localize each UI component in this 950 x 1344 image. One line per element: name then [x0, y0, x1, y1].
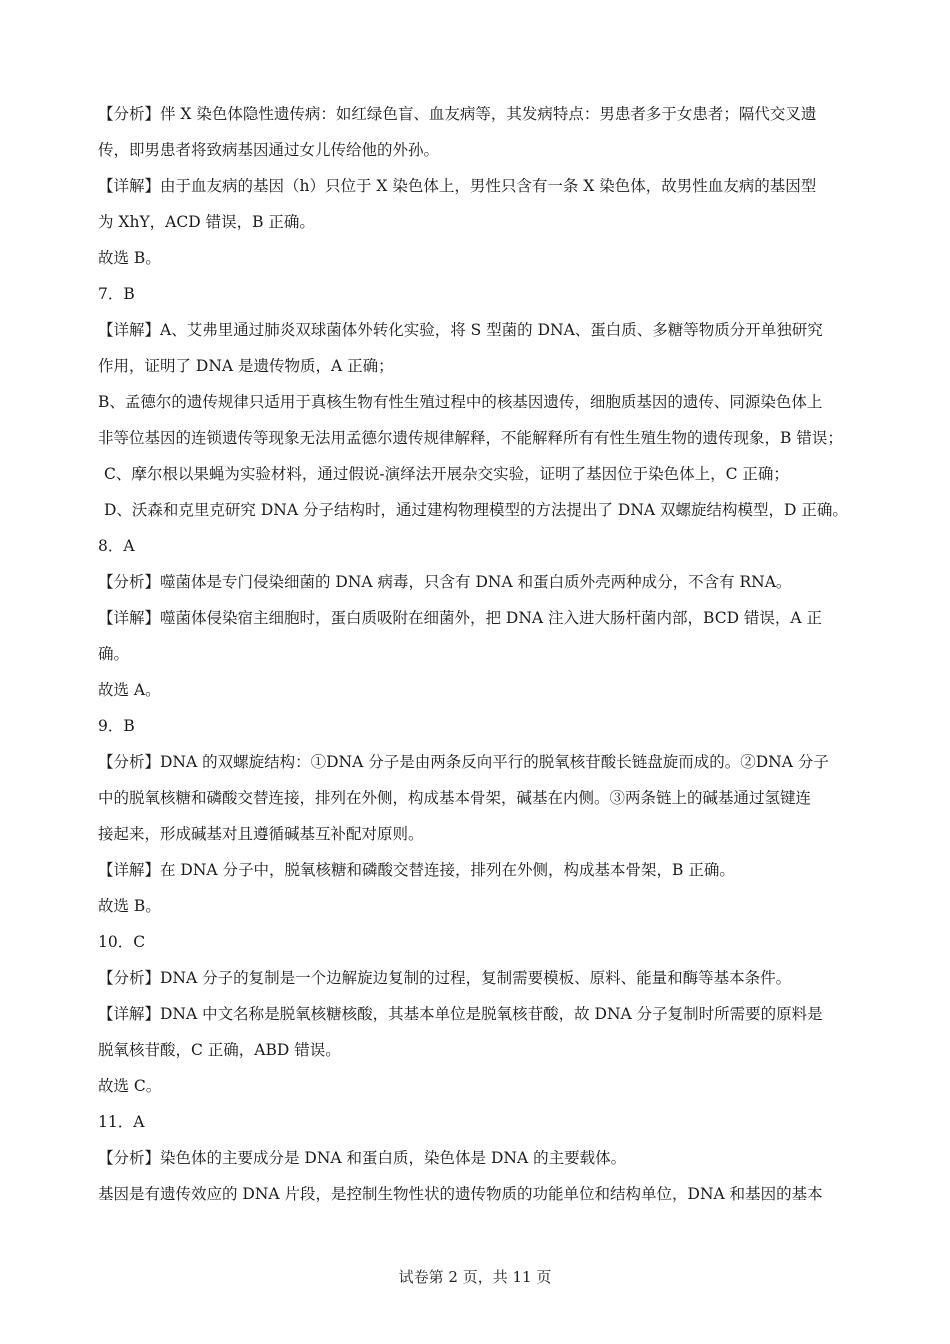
text-line: 【详解】DNA 中文名称是脱氧核糖核酸，其基本单位是脱氧核苷酸，故 DNA 分子复制时所需要的原料是	[98, 1005, 823, 1023]
question-number: 9．B	[98, 717, 135, 735]
answer-text-body	[98, 96, 854, 1212]
question-number: 8．A	[98, 537, 135, 555]
text-line: B、孟德尔的遗传规律只适用于真核生物有性生殖过程中的核基因遗传，细胞质基因的遗传、同源染色体上	[98, 393, 823, 411]
text-line: 基因是有遗传效应的 DNA 片段，是控制生物性状的遗传物质的功能单位和结构单位，DNA 和基因的基本	[98, 1185, 823, 1203]
text-line: 【分析】DNA 的双螺旋结构：①DNA 分子是由两条反向平行的脱氧核苷酸长链盘旋而成的。②DNA 分子	[98, 753, 829, 771]
text-line: 【分析】染色体的主要成分是 DNA 和蛋白质，染色体是 DNA 的主要载体。	[98, 1149, 627, 1167]
text-line: 【分析】伴 X 染色体隐性遗传病：如红绿色盲、血友病等，其发病特点：男患者多于女患者；隔代交叉遗	[98, 105, 817, 123]
question-number: 10．C	[98, 933, 146, 951]
text-line: C、摩尔根以果蝇为实验材料，通过假说-演绎法开展杂交实验，证明了基因位于染色体上，C 正确；	[104, 465, 789, 483]
text-line: 【详解】A、艾弗里通过肺炎双球菌体外转化实验，将 S 型菌的 DNA、蛋白质、多糖等物质分开单独研究	[98, 321, 823, 339]
text-line: 【分析】DNA 分子的复制是一个边解旋边复制的过程，复制需要模板、原料、能量和酶等基本条件。	[98, 969, 792, 987]
text-line: 故选 B。	[98, 897, 161, 915]
page-footer: 试卷第 2 页，共 11 页	[398, 1268, 552, 1286]
text-line: 【详解】噬菌体侵染宿主细胞时，蛋白质吸附在细菌外，把 DNA 注入进大肠杆菌内部，BCD 错误，A 正	[98, 609, 823, 627]
text-line: 脱氧核苷酸，C 正确，ABD 错误。	[98, 1041, 341, 1059]
text-line: 接起来，形成碱基对且遵循碱基互补配对原则。	[98, 825, 424, 843]
text-line: 故选 C。	[98, 1077, 162, 1095]
text-line: 中的脱氧核糖和磷酸交替连接，排列在外侧，构成基本骨架，碱基在内侧。③两条链上的碱基通过氢键连	[98, 789, 812, 807]
text-line: 作用，证明了 DNA 是遗传物质，A 正确；	[98, 357, 394, 375]
text-line: 故选 A。	[98, 681, 161, 699]
text-line: 【分析】噬菌体是专门侵染细菌的 DNA 病毒，只含有 DNA 和蛋白质外壳两种成分，不含有 RNA。	[98, 573, 792, 591]
question-number: 7．B	[98, 285, 135, 303]
text-line: 为 XhY，ACD 错误，B 正确。	[98, 213, 315, 231]
text-line: 传，即男患者将致病基因通过女儿传给他的外孙。	[98, 141, 440, 159]
text-line: 非等位基因的连锁遗传等现象无法用孟德尔遗传规律解释，不能解释所有有性生殖生物的遗传现象，B 错误；	[98, 429, 843, 447]
text-line: 确。	[98, 645, 130, 663]
text-line: D、沃森和克里克研究 DNA 分子结构时，通过建构物理模型的方法提出了 DNA 双螺旋结构模型，D 正确。	[104, 501, 848, 519]
question-number: 11．A	[98, 1113, 145, 1131]
text-line: 【详解】由于血友病的基因（h）只位于 X 染色体上，男性只含有一条 X 染色体，故男性血友病的基因型	[98, 177, 817, 195]
text-line: 【详解】在 DNA 分子中，脱氧核糖和磷酸交替连接，排列在外侧，构成基本骨架，B 正确。	[98, 861, 735, 879]
text-line: 故选 B。	[98, 249, 161, 267]
